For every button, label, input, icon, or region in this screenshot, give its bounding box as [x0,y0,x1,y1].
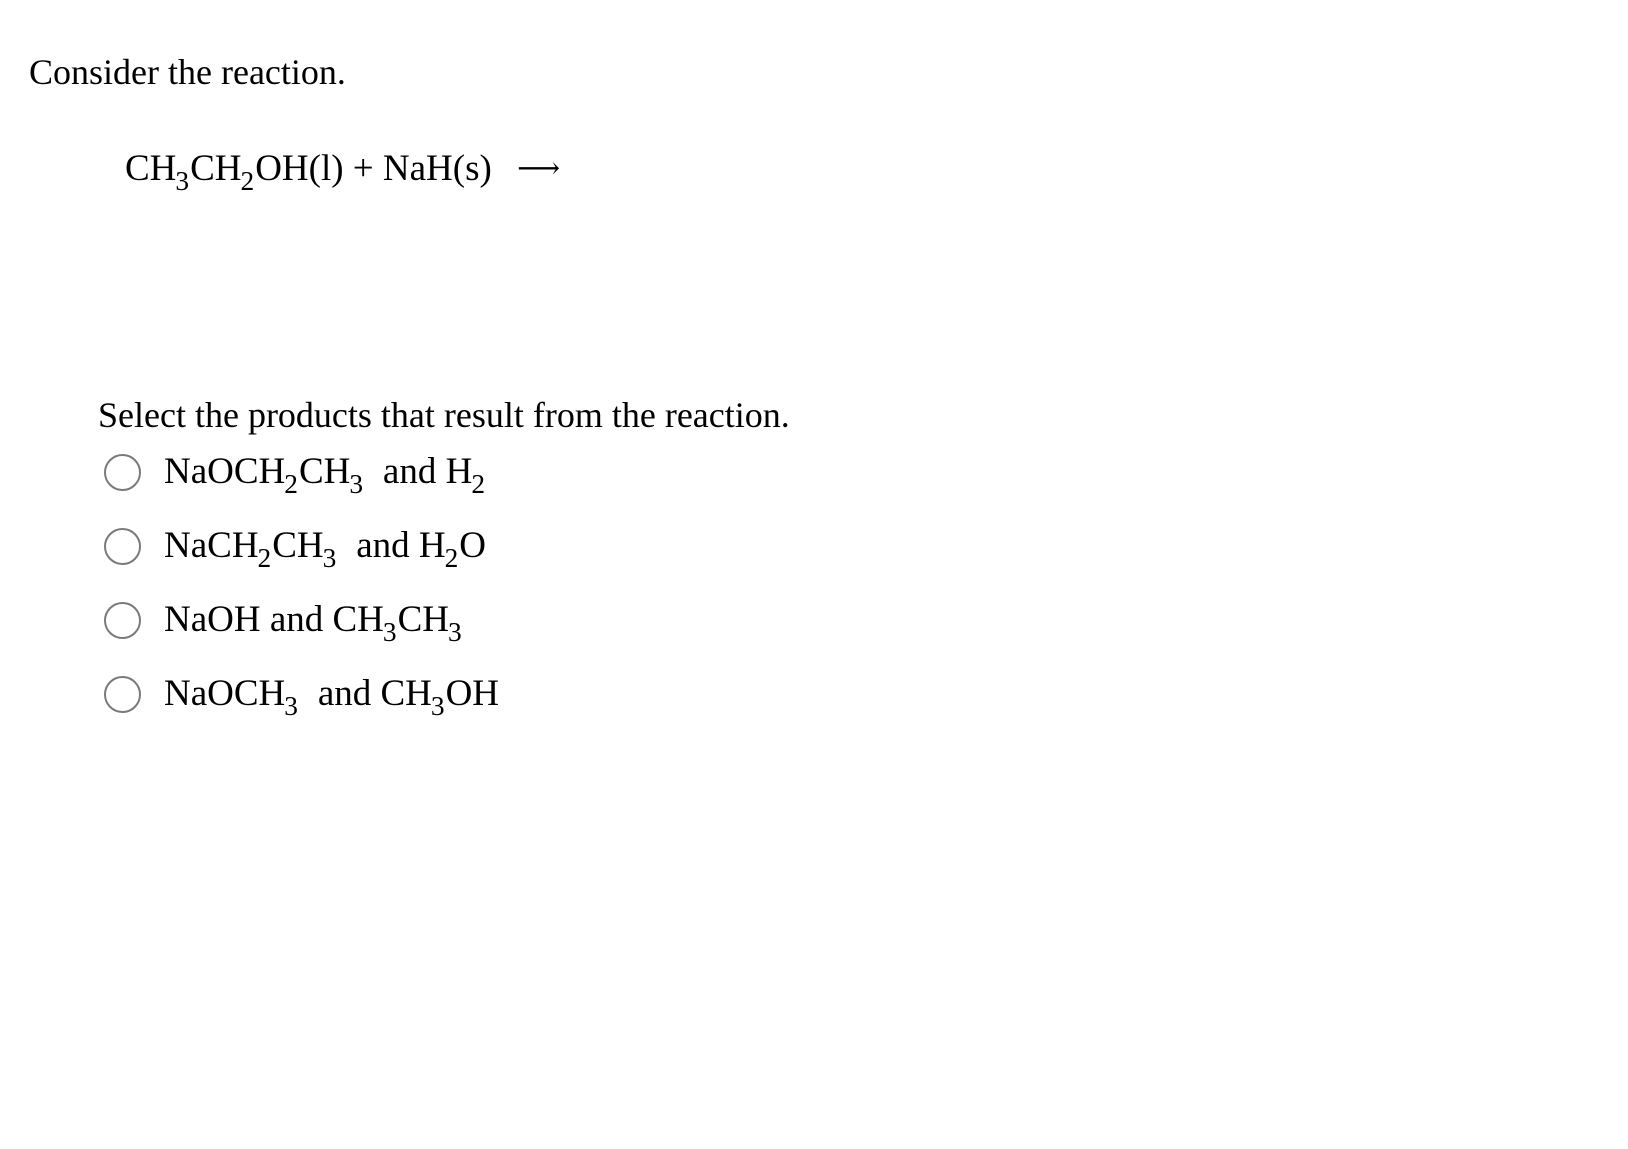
option-label: $NaOCH_2CH_3$ and $H_2$ [164,451,485,500]
answer-option[interactable] [104,674,499,748]
answer-option[interactable] [104,526,499,600]
radio-button[interactable] [104,454,141,491]
reactant-hydride-part: OH(l) + NaH(s) [255,148,492,189]
reactant-ethanol-part: $CH_2$ [190,148,255,197]
reaction-arrow-icon: ⟶ [517,152,561,185]
radio-button[interactable] [104,676,141,713]
reaction-equation [125,146,561,197]
option-label: NaOH and $CH_3CH_3$ [164,599,462,648]
answer-option[interactable] [104,600,499,674]
question-text: Select the products that result from the reaction. [98,395,790,435]
radio-button[interactable] [104,602,141,639]
option-label: NaOCH$_3$ and $CH_3OH$ [164,673,500,722]
option-label: $NaCH_2CH_3$ and $H_2O$ [164,525,487,574]
radio-button[interactable] [104,528,141,565]
answer-options [104,452,499,748]
answer-option[interactable] [104,452,499,526]
reactant-ethanol-part: $CH_3$ [125,148,190,197]
prompt-text: Consider the reaction. [29,52,346,92]
